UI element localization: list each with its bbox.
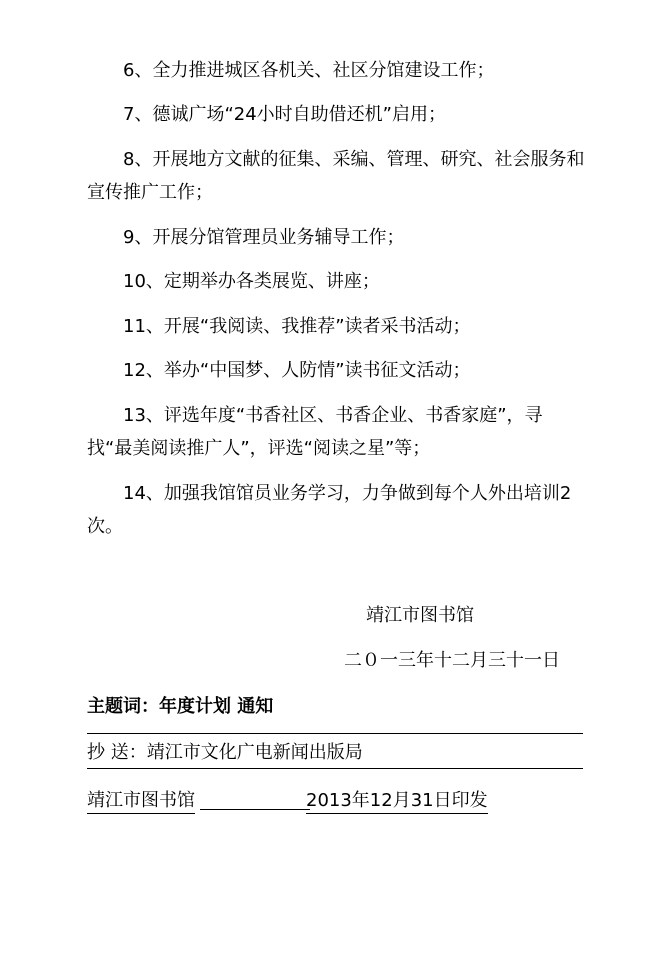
divider — [200, 809, 310, 810]
list-item: 13、评选年度“书香社区、书香企业、书香家庭”，寻找“最美阅读推广人”，评选“阅读之星”等； — [87, 405, 543, 459]
signature-organization: 靖江市图书馆 — [366, 605, 474, 626]
signature-date: 二０一三年十二月三十一日 — [344, 650, 560, 671]
list-item: 10、定期举办各类展览、讲座； — [123, 271, 380, 292]
subject-keywords: 主题词：年度计划 通知 — [87, 696, 274, 717]
issuer: 靖江市图书馆 — [87, 786, 195, 814]
divider — [87, 733, 583, 734]
cc-line: 抄 送：靖江市文化广电新闻出版局 — [87, 742, 363, 763]
list-item: 8、开展地方文献的征集、采编、管理、研究、社会服务和宣传推广工作； — [87, 149, 585, 203]
list-item: 12、举办“中国梦、人防情”读书征文活动； — [123, 360, 471, 381]
list-item: 9、开展分馆管理员业务辅导工作； — [123, 227, 405, 248]
issue-date: 2013年12月31日印发 — [306, 786, 488, 814]
list-item: 14、加强我馆馆员业务学习，力争做到每个人外出培训2次。 — [87, 483, 572, 537]
list-item: 11、开展“我阅读、我推荐”读者采书活动； — [123, 316, 471, 337]
list-item: 7、德诚广场“24小时自助借还机”启用； — [123, 104, 447, 125]
divider — [87, 768, 583, 769]
list-item: 6、全力推进城区各机关、社区分馆建设工作； — [123, 60, 495, 81]
